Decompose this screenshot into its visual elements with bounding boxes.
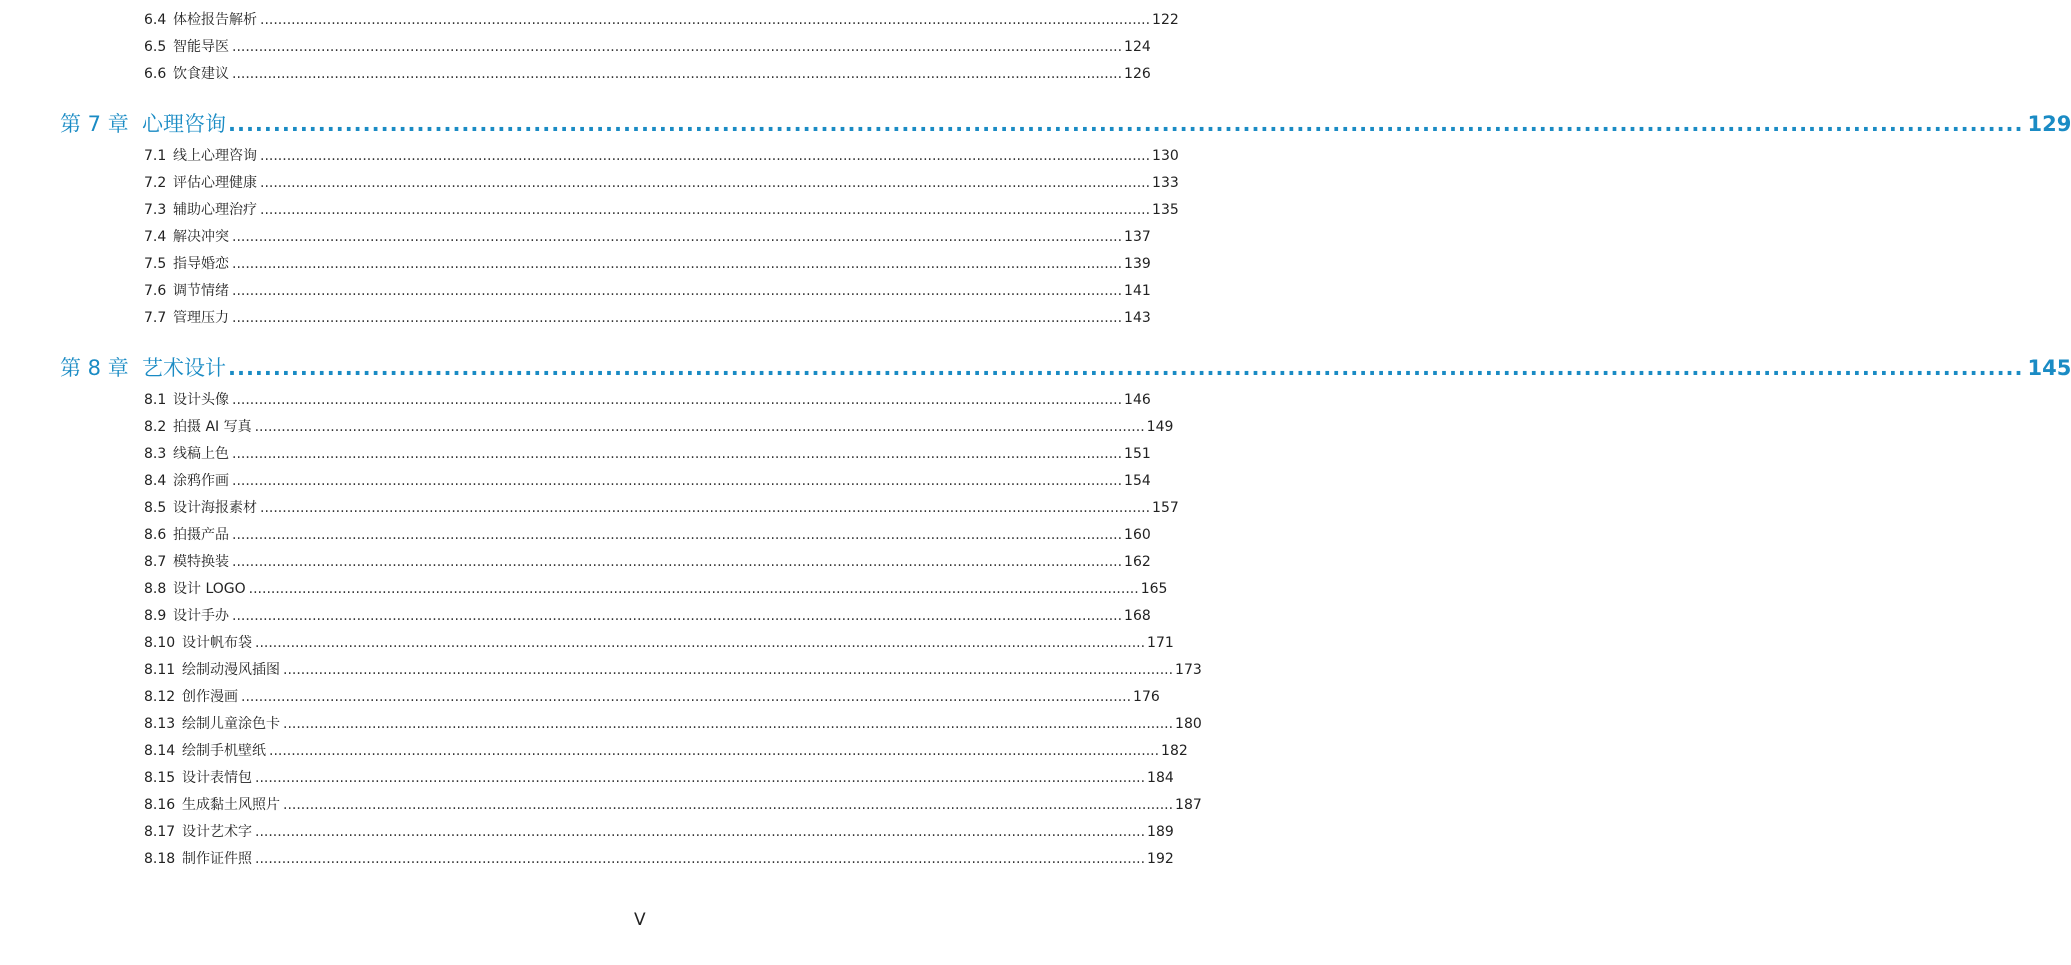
toc-section-row [144,767,1174,789]
toc-chapter-row [60,353,2071,383]
toc-section-row [144,497,1179,519]
dot-leader: ........................................................................................................................................................................................................ [254,419,1145,435]
dot-leader: ........................................................................................................................................................................................................ [260,175,1151,191]
section-number: 7.5 [144,256,167,272]
section-title: 指导婚恋 [173,256,229,272]
dot-leader: ........................................................................................................................................................................................................ [232,66,1123,82]
dot-leader: ........................................................................................................................................................................................................ [232,256,1123,272]
section-number: 7.2 [144,175,167,191]
section-title: 设计艺术字 [182,824,252,840]
dot-leader: ........................................................................................................................................................................................................ [269,743,1160,759]
section-number: 6.6 [144,66,167,82]
section-page-number: 122 [1152,12,1179,28]
dot-leader: ........................................................................................................................................................................................................ [260,12,1151,28]
section-title: 设计帆布袋 [182,635,252,651]
section-number: 6.5 [144,39,167,55]
section-page-number: 160 [1124,527,1151,543]
chapter-number: 第 8 章 [60,356,129,380]
section-title: 绘制手机壁纸 [182,743,266,759]
toc-section-row [144,632,1174,654]
dot-leader: ........................................................................................................................................................................................................ [255,824,1146,840]
section-title: 绘制动漫风插图 [182,662,280,678]
section-number: 8.10 [144,635,176,651]
toc-section-row [144,470,1151,492]
section-page-number: 173 [1175,662,1202,678]
section-page-number: 124 [1124,39,1151,55]
toc-section-row [144,416,1174,438]
dot-leader: ........................................................................................................................................................................................................ [232,473,1123,489]
section-title: 体检报告解析 [173,12,257,28]
section-title: 涂鸦作画 [173,473,229,489]
section-page-number: 192 [1147,851,1174,867]
section-title: 设计头像 [173,392,229,408]
toc-section-row [144,794,1202,816]
section-title: 设计海报素材 [173,500,257,516]
section-title: 绘制儿童涂色卡 [182,716,280,732]
section-number: 8.12 [144,689,176,705]
section-number: 7.7 [144,310,167,326]
toc-section-row [144,253,1151,275]
section-page-number: 133 [1152,175,1179,191]
section-page-number: 154 [1124,473,1151,489]
toc-section-row [144,36,1151,58]
toc-section-row [144,172,1179,194]
section-number: 8.1 [144,392,167,408]
section-page-number: 143 [1124,310,1151,326]
section-page-number: 171 [1147,635,1174,651]
section-page-number: 176 [1133,689,1160,705]
toc-section-row [144,578,1168,600]
section-title: 设计 LOGO [173,581,246,597]
section-page-number: 149 [1146,419,1174,435]
section-page-number: 180 [1175,716,1202,732]
toc-section-row [144,280,1151,302]
section-title: 线稿上色 [173,446,229,462]
toc-section-row [144,145,1179,167]
section-number: 8.7 [144,554,167,570]
dot-leader: ........................................................................................................................................................................................................ [228,112,2024,136]
chapter-page-number: 145 [2027,356,2071,380]
toc-section-row [144,848,1174,870]
section-page-number: 130 [1152,148,1179,164]
toc-section-row [144,821,1174,843]
dot-leader: ........................................................................................................................................................................................................ [232,446,1123,462]
chapter-number: 第 7 章 [60,112,129,136]
dot-leader: ........................................................................................................................................................................................................ [283,716,1174,732]
section-page-number: 157 [1152,500,1179,516]
section-title: 管理压力 [173,310,229,326]
toc-section-row [144,740,1188,762]
section-page-number: 168 [1124,608,1151,624]
toc-section-row [144,63,1151,85]
section-number: 8.9 [144,608,167,624]
section-title: 线上心理咨询 [173,148,257,164]
section-number: 7.3 [144,202,167,218]
section-title: 制作证件照 [182,851,252,867]
dot-leader: ........................................................................................................................................................................................................ [241,689,1132,705]
section-page-number: 126 [1124,66,1151,82]
section-number: 8.4 [144,473,167,489]
page-folio: V [634,910,646,930]
dot-leader: ........................................................................................................................................................................................................ [248,581,1139,597]
dot-leader: ........................................................................................................................................................................................................ [228,356,2024,380]
section-page-number: 135 [1152,202,1179,218]
chapter-title: 艺术设计 [142,356,226,380]
dot-leader: ........................................................................................................................................................................................................ [255,851,1146,867]
dot-leader: ........................................................................................................................................................................................................ [260,500,1151,516]
chapter-title: 心理咨询 [142,112,226,136]
section-number: 8.3 [144,446,167,462]
dot-leader: ........................................................................................................................................................................................................ [232,608,1123,624]
chapter-page-number: 129 [2027,112,2071,136]
toc-section-row [144,524,1151,546]
section-number: 8.16 [144,797,176,813]
section-page-number: 151 [1124,446,1151,462]
section-number: 8.8 [144,581,167,597]
dot-leader: ........................................................................................................................................................................................................ [283,797,1174,813]
dot-leader: ........................................................................................................................................................................................................ [255,770,1146,786]
section-number: 8.11 [144,662,176,678]
section-title: 拍摄 AI 写真 [173,419,252,435]
toc-section-row [144,226,1151,248]
dot-leader: ........................................................................................................................................................................................................ [232,39,1123,55]
section-title: 生成黏土风照片 [182,797,280,813]
toc-section-row [144,9,1179,31]
toc-section-row [144,307,1151,329]
section-title: 解决冲突 [173,229,229,245]
section-page-number: 146 [1124,392,1151,408]
section-page-number: 189 [1147,824,1174,840]
dot-leader: ........................................................................................................................................................................................................ [232,310,1123,326]
section-title: 调节情绪 [173,283,229,299]
toc-section-row [144,389,1151,411]
section-number: 8.6 [144,527,167,543]
dot-leader: ........................................................................................................................................................................................................ [260,148,1151,164]
section-title: 设计表情包 [182,770,252,786]
section-page-number: 162 [1124,554,1151,570]
section-page-number: 141 [1124,283,1151,299]
section-title: 评估心理健康 [173,175,257,191]
dot-leader: ........................................................................................................................................................................................................ [260,202,1151,218]
section-title: 辅助心理治疗 [173,202,257,218]
section-title: 拍摄产品 [173,527,229,543]
dot-leader: ........................................................................................................................................................................................................ [232,229,1123,245]
dot-leader: ........................................................................................................................................................................................................ [232,554,1123,570]
dot-leader: ........................................................................................................................................................................................................ [283,662,1174,678]
toc-chapter-row [60,109,2071,139]
section-number: 7.6 [144,283,167,299]
toc-section-row [144,443,1151,465]
toc-section-row [144,659,1202,681]
section-title: 创作漫画 [182,689,238,705]
section-number: 8.5 [144,500,167,516]
toc-section-row [144,551,1151,573]
section-page-number: 187 [1175,797,1202,813]
dot-leader: ........................................................................................................................................................................................................ [232,283,1123,299]
dot-leader: ........................................................................................................................................................................................................ [232,392,1123,408]
toc-section-row [144,686,1160,708]
section-page-number: 184 [1147,770,1174,786]
section-title: 饮食建议 [173,66,229,82]
dot-leader: ........................................................................................................................................................................................................ [232,527,1123,543]
section-number: 8.17 [144,824,176,840]
section-number: 8.14 [144,743,176,759]
dot-leader: ........................................................................................................................................................................................................ [255,635,1146,651]
section-title: 模特换装 [173,554,229,570]
section-number: 6.4 [144,12,167,28]
section-number: 8.18 [144,851,176,867]
toc-section-row [144,713,1202,735]
section-number: 7.1 [144,148,167,164]
section-page-number: 165 [1140,581,1168,597]
section-title: 智能导医 [173,39,229,55]
section-number: 8.15 [144,770,176,786]
section-number: 8.13 [144,716,176,732]
section-page-number: 182 [1161,743,1188,759]
section-page-number: 137 [1124,229,1151,245]
toc-section-row [144,605,1151,627]
section-page-number: 139 [1124,256,1151,272]
section-title: 设计手办 [173,608,229,624]
section-number: 7.4 [144,229,167,245]
section-number: 8.2 [144,419,167,435]
toc-section-row [144,199,1179,221]
